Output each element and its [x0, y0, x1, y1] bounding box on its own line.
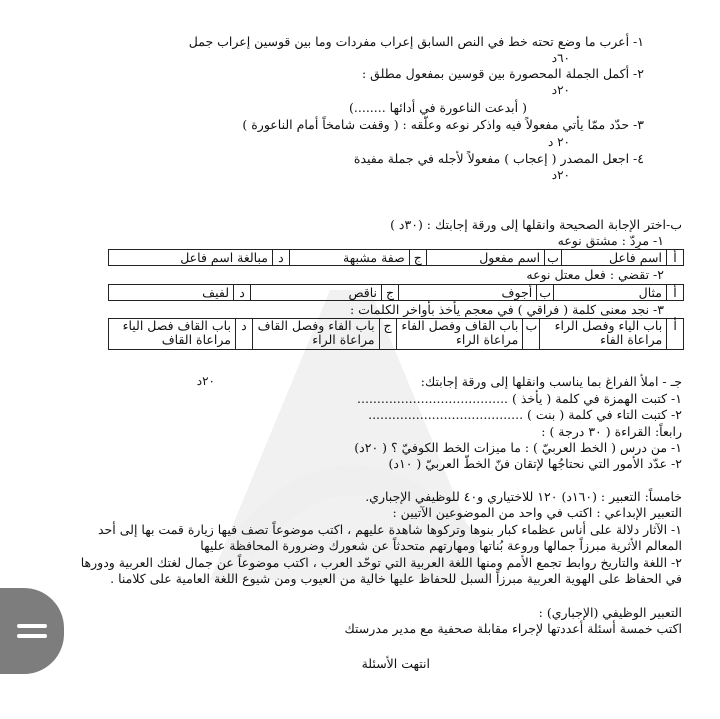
- option-letter: د: [235, 319, 252, 350]
- option-c[interactable]: باب الفاء وفصل القاف مراعاة الراء: [252, 319, 379, 350]
- answer-blank-c1[interactable]: ......................................: [357, 391, 509, 406]
- option-c[interactable]: ناقص: [251, 285, 382, 301]
- question-a4: ٤- اجعل المصدر ( إعجاب ) مفعولاً لأجله في جملة مفيدة: [353, 151, 644, 166]
- option-letter: ب: [523, 319, 540, 350]
- section-c-heading: جـ - املأ الفراغ بما يناسب وانقلها إلى ورقة إجابتك:: [420, 374, 682, 389]
- option-letter: أ: [667, 285, 684, 301]
- hamburger-icon: [17, 618, 47, 644]
- option-letter: ب: [545, 250, 562, 266]
- question-b2: ٢- تقضي : فعل معتل نوعه: [526, 267, 664, 282]
- marks-a2: ٢٠د: [551, 83, 570, 97]
- option-letter: أ: [667, 250, 684, 266]
- option-letter: ج: [379, 319, 396, 350]
- option-letter: ج: [382, 285, 399, 301]
- option-a[interactable]: اسم فاعل: [562, 250, 667, 266]
- question-a1: ١- أعرب ما وضع تحته خط في النص السابق إعراب مفردات وما بين قوسين إعراب جمل: [188, 34, 644, 49]
- functional-task: اكتب خمسة أسئلة أعددتها لإجراء مقابلة صحفية مع مدير مدرستك: [344, 621, 682, 636]
- topic-2-line-2: في الحفاظ على الهوية العربية مبرزاً السبل للحفاظ عليها خالية من العيوب ومن شيوع اللغة العامية على كلامنا .: [110, 571, 682, 586]
- sentence-a2: ( أبدعت الناعورة في أدائها ........): [349, 100, 527, 115]
- answer-blank-c2[interactable]: .......................................: [368, 407, 524, 422]
- menu-button[interactable]: [0, 588, 64, 674]
- option-c[interactable]: صفة مشبهة: [289, 250, 409, 266]
- option-b[interactable]: أجوف: [399, 285, 537, 301]
- option-letter: د: [234, 285, 251, 301]
- section-5-heading: خامساً: التعبير : (١٦٠د) ١٢٠ للاختياري و٤٠ للوظيفي الإجباري.: [365, 489, 682, 504]
- section-b-heading: ب-اختر الإجابة الصحيحة وانقلها إلى ورقة إجابتك : (٣٠د ): [390, 217, 682, 232]
- option-d[interactable]: لفيف: [109, 285, 234, 301]
- topic-1-line-2: المعالم الأثرية مبرزاً جمالها وروعة بُناتها ومهارتهم متحدثاً عن شعورك وضرورة المحافظة عليها: [200, 538, 682, 553]
- footer-end: انتهت الأسئلة: [361, 656, 430, 671]
- question-c2-text: ٢- كتبت التاء في كلمة ( بنت ): [523, 407, 682, 422]
- marks-a1: ٦٠د: [551, 51, 570, 65]
- option-d[interactable]: باب القاف فصل الياء مراعاة القاف: [109, 319, 236, 350]
- option-letter: ج: [409, 250, 426, 266]
- topic-1-line-1: ١- الآثار دلالة على أناس عظماء كبار بنوها وتركوها شاهدة عليهم ، اكتب موضوعاً تصف فيها زيارة قمت بها إلى أحد: [97, 522, 682, 537]
- option-a[interactable]: مثال: [554, 285, 667, 301]
- option-b[interactable]: باب القاف وفصل الفاء مراعاة الراء: [396, 319, 523, 350]
- option-letter: أ: [667, 319, 684, 350]
- option-letter: د: [272, 250, 289, 266]
- section-4-heading: رابعاً: القراءة ( ٣٠ درجة ) :: [541, 424, 682, 439]
- question-c1-text: ١- كتبت الهمزة في كلمة ( يأخذ ): [508, 391, 682, 406]
- question-b1: ١- مرِدّ : مشتق نوعه: [557, 233, 664, 248]
- question-c2: [368, 407, 682, 422]
- creative-heading: التعبير الإبداعي : اكتب في واحد من الموضوعين الآتيين :: [392, 505, 682, 520]
- options-b1: [108, 249, 684, 266]
- question-a2: ٢- أكمل الجملة المحصورة بين قوسين بمفعول مطلق :: [361, 66, 644, 81]
- option-letter: ب: [537, 285, 554, 301]
- functional-heading: التعبير الوظيفي (الإجباري) :: [538, 605, 682, 620]
- options-b3: [108, 318, 684, 350]
- question-b3: ٣- نجد معنى كلمة ( فراقي ) في معجم يأخذ بأواخر الكلمات :: [349, 302, 664, 317]
- marks-a4: ٢٠د: [551, 168, 570, 182]
- option-a[interactable]: باب الياء وفصل الراء مراعاة الفاء: [540, 319, 667, 350]
- question-c1: [357, 391, 682, 406]
- section-c-marks: ٢٠د: [196, 374, 215, 388]
- topic-2-line-1: ٢- اللغة والتاريخ روابط تجمع الأمم ومنها اللغة العربية التي توحّد العرب ، اكتب موضوعاً عن جمال لغتك العربية ودورها: [80, 555, 682, 570]
- question-4-1: ١- من درس ( الخط العربيّ ) : ما ميزات الخط الكوفيّ ؟ ( ٢٠د): [354, 440, 682, 455]
- options-b2: [108, 284, 684, 301]
- question-a3: ٣- حدّد ممّا يأتي مفعولاً فيه واذكر نوعه وعلّقه : ( وقفت شامخاً أمام الناعورة ): [242, 117, 644, 132]
- question-4-2: ٢- عدّد الأمور التي نحتاجُها لإتقان فنّ الخطّ العربيّ ( ١٠د): [388, 456, 682, 471]
- option-d[interactable]: مبالغة اسم فاعل: [109, 250, 273, 266]
- marks-a3: ٢٠ د: [547, 135, 570, 149]
- option-b[interactable]: اسم مفعول: [426, 250, 544, 266]
